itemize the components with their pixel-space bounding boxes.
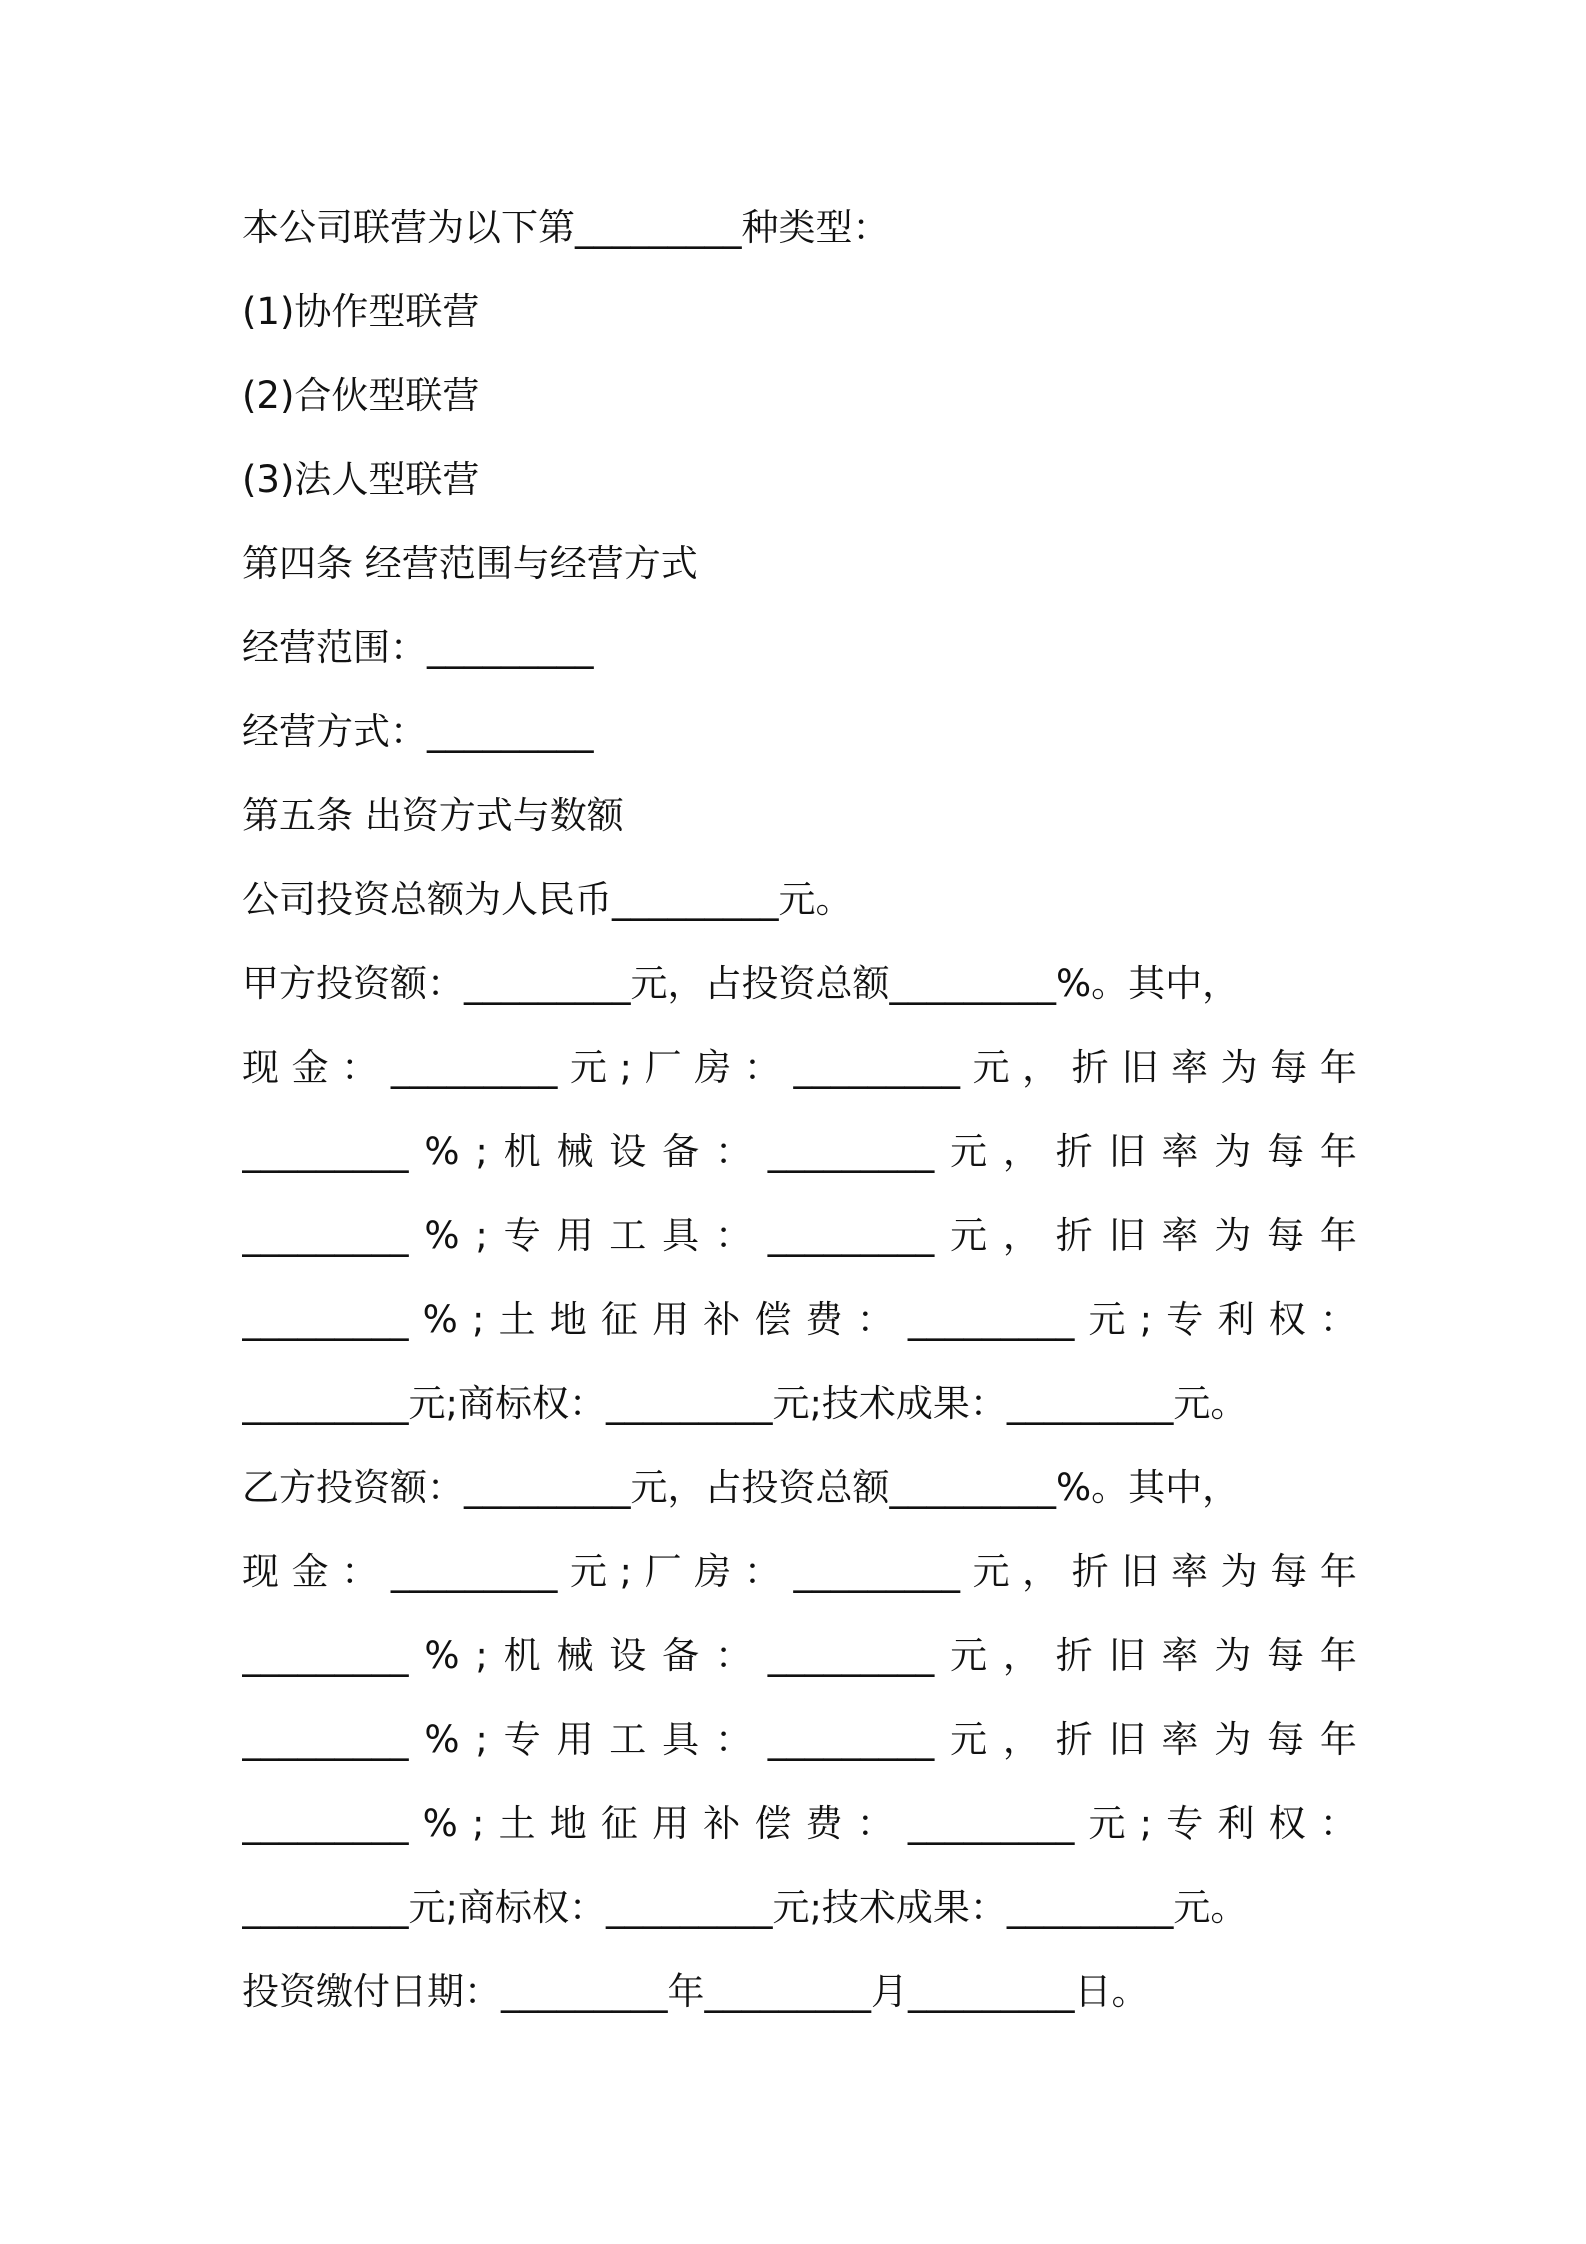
line-token: 旧	[1108, 1718, 1146, 1761]
line-token: 为	[1220, 1550, 1258, 1593]
text-line-party-a-investment: 甲方投资额：_________元，占投资总额_________%。其中，	[242, 962, 1240, 1005]
line-token: 现	[242, 1046, 279, 1089]
line-token: 旧	[1108, 1214, 1146, 1257]
line-token: 率	[1161, 1634, 1199, 1677]
line-token: ：	[341, 1046, 379, 1089]
line-token: %	[424, 1214, 460, 1257]
text-line-option-2: (2)合伙型联营	[242, 374, 480, 417]
line-token: _________	[242, 1718, 409, 1761]
article-4-heading: 第四条 经营范围与经营方式	[242, 542, 698, 585]
line-token: ：	[743, 1046, 781, 1089]
line-token: 征	[600, 1298, 638, 1341]
text-line-party-a-machinery	[242, 1122, 1357, 1182]
line-token: _________	[242, 1802, 409, 1845]
line-token: 权	[1268, 1298, 1306, 1341]
line-token: 率	[1171, 1046, 1208, 1089]
line-token: ：	[714, 1634, 752, 1677]
line-token: 旧	[1121, 1046, 1159, 1089]
line-token: 专	[1166, 1298, 1204, 1341]
line-token: 偿	[754, 1298, 792, 1341]
line-token: ;	[475, 1634, 488, 1677]
line-token: 费	[805, 1802, 843, 1845]
line-token: _________	[242, 1634, 409, 1677]
line-token: ：	[1319, 1802, 1357, 1845]
line-token: ;	[619, 1550, 633, 1593]
line-token: 元	[569, 1550, 607, 1593]
line-token: 备	[662, 1634, 700, 1677]
line-token: 元	[950, 1130, 988, 1173]
line-token: 旧	[1108, 1130, 1146, 1173]
text-line-business-scope: 经营范围：_________	[242, 626, 594, 669]
text-line-party-b-trademark: _________元;商标权：_________元;技术成果：_________元。	[242, 1886, 1248, 1929]
line-token: 械	[556, 1634, 594, 1677]
line-token: 征	[600, 1802, 638, 1845]
line-token: %	[422, 1802, 458, 1845]
line-token: %	[424, 1130, 460, 1173]
line-token: 专	[503, 1718, 541, 1761]
line-token: 设	[609, 1634, 647, 1677]
line-token: _________	[767, 1130, 935, 1173]
text-line-party-a-land	[242, 1290, 1357, 1350]
line-token: 用	[652, 1298, 690, 1341]
line-token: 地	[549, 1298, 587, 1341]
line-token: _________	[793, 1550, 960, 1593]
line-token: %	[424, 1634, 460, 1677]
line-token: _________	[390, 1550, 558, 1593]
line-token: ：	[856, 1298, 894, 1341]
text-line-business-mode: 经营方式：_________	[242, 710, 594, 753]
line-token: ：	[856, 1802, 894, 1845]
line-token: ;	[475, 1130, 488, 1173]
article-5-heading: 第五条 出资方式与数额	[242, 794, 624, 837]
line-token: 厂	[644, 1550, 682, 1593]
line-token: ：	[743, 1550, 781, 1593]
line-token: 率	[1171, 1550, 1208, 1593]
text-line-party-b-machinery	[242, 1626, 1357, 1686]
line-token: 利	[1217, 1298, 1255, 1341]
line-token: 每	[1267, 1634, 1305, 1677]
line-token: _________	[242, 1130, 409, 1173]
line-token: 旧	[1121, 1550, 1159, 1593]
text-line-payment-date: 投资缴付日期：_________年_________月_________日。	[242, 1970, 1149, 2013]
line-token: _________	[242, 1214, 409, 1257]
line-token: 折	[1055, 1214, 1093, 1257]
line-token: 率	[1161, 1718, 1199, 1761]
line-token: ，	[1022, 1046, 1060, 1089]
line-token: 元	[950, 1718, 988, 1761]
line-token: 折	[1055, 1718, 1093, 1761]
line-token: ，	[1002, 1634, 1040, 1677]
line-token: _________	[907, 1298, 1075, 1341]
line-token: 折	[1071, 1046, 1109, 1089]
line-token: _________	[390, 1046, 558, 1089]
line-token: 补	[703, 1298, 741, 1341]
line-token: 备	[662, 1130, 700, 1173]
line-token: 元	[569, 1046, 607, 1089]
line-token: 用	[556, 1718, 594, 1761]
line-token: %	[424, 1718, 460, 1761]
text-line-party-b-tools	[242, 1710, 1357, 1770]
line-token: 土	[498, 1298, 536, 1341]
line-token: 用	[556, 1214, 594, 1257]
line-token: _________	[767, 1718, 935, 1761]
line-token: ;	[471, 1802, 485, 1845]
line-token: 每	[1270, 1046, 1308, 1089]
line-token: _________	[907, 1802, 1075, 1845]
line-token: 地	[549, 1802, 587, 1845]
text-line-party-a-cash	[242, 1038, 1357, 1098]
line-token: 年	[1319, 1130, 1357, 1173]
line-token: _________	[767, 1214, 935, 1257]
line-token: 现	[242, 1550, 279, 1593]
line-token: 为	[1214, 1634, 1252, 1677]
line-token: ;	[619, 1046, 633, 1089]
text-line-party-a-tools	[242, 1206, 1357, 1266]
line-token: ;	[475, 1214, 488, 1257]
line-token: ;	[1139, 1298, 1153, 1341]
line-token: 为	[1214, 1130, 1252, 1173]
line-token: 金	[291, 1550, 329, 1593]
line-token: ，	[1002, 1718, 1040, 1761]
line-token: 年	[1319, 1718, 1357, 1761]
line-token: 每	[1267, 1214, 1305, 1257]
line-token: _________	[767, 1634, 935, 1677]
line-token: 专	[503, 1214, 541, 1257]
line-token: 具	[662, 1718, 700, 1761]
line-token: 年	[1319, 1214, 1357, 1257]
line-token: 每	[1267, 1718, 1305, 1761]
line-token: ：	[341, 1550, 379, 1593]
line-token: ，	[1022, 1550, 1060, 1593]
line-token: 年	[1319, 1550, 1357, 1593]
line-token: 折	[1055, 1634, 1093, 1677]
line-token: 土	[498, 1802, 536, 1845]
line-token: 率	[1161, 1130, 1199, 1173]
line-token: 元	[972, 1046, 1010, 1089]
text-line-party-b-cash	[242, 1542, 1357, 1602]
text-line-total-investment: 公司投资总额为人民币_________元。	[242, 878, 853, 921]
line-token: 机	[503, 1130, 541, 1173]
line-token: 元	[1088, 1802, 1126, 1845]
line-token: 厂	[644, 1046, 682, 1089]
line-token: 折	[1071, 1550, 1109, 1593]
line-token: 元	[972, 1550, 1010, 1593]
line-token: 利	[1217, 1802, 1255, 1845]
text-line-option-1: (1)协作型联营	[242, 290, 480, 333]
text-line-party-b-investment: 乙方投资额：_________元，占投资总额_________%。其中，	[242, 1466, 1240, 1509]
line-token: ，	[1002, 1214, 1040, 1257]
line-token: 用	[652, 1802, 690, 1845]
line-token: 折	[1055, 1130, 1093, 1173]
line-token: ，	[1002, 1130, 1040, 1173]
text-line-party-b-land	[242, 1794, 1357, 1854]
line-token: 为	[1214, 1718, 1252, 1761]
line-token: 为	[1220, 1046, 1258, 1089]
line-token: 元	[1088, 1298, 1126, 1341]
line-token: ：	[1319, 1298, 1357, 1341]
line-token: 房	[694, 1046, 732, 1089]
line-token: ：	[714, 1214, 752, 1257]
line-token: 工	[609, 1718, 647, 1761]
text-line-party-a-trademark: _________元;商标权：_________元;技术成果：_________元。	[242, 1382, 1248, 1425]
line-token: 房	[694, 1550, 732, 1593]
line-token: 偿	[754, 1802, 792, 1845]
line-token: 械	[556, 1130, 594, 1173]
line-token: ;	[471, 1298, 485, 1341]
line-token: 补	[703, 1802, 741, 1845]
line-token: 元	[950, 1214, 988, 1257]
line-token: 年	[1319, 1634, 1357, 1677]
line-token: _________	[242, 1298, 409, 1341]
line-token: 每	[1267, 1130, 1305, 1173]
line-token: 具	[662, 1214, 700, 1257]
line-token: 费	[805, 1298, 843, 1341]
line-token: 为	[1214, 1214, 1252, 1257]
line-token: 机	[503, 1634, 541, 1677]
line-token: 权	[1268, 1802, 1306, 1845]
line-token: 专	[1166, 1802, 1204, 1845]
line-token: _________	[793, 1046, 960, 1089]
text-line-operation-type: 本公司联营为以下第_________种类型：	[242, 206, 890, 249]
text-line-option-3: (3)法人型联营	[242, 458, 480, 501]
line-token: ;	[475, 1718, 488, 1761]
line-token: ：	[714, 1130, 752, 1173]
line-token: 金	[291, 1046, 329, 1089]
line-token: 元	[950, 1634, 988, 1677]
line-token: 年	[1319, 1046, 1357, 1089]
line-token: ;	[1139, 1802, 1153, 1845]
line-token: 设	[609, 1130, 647, 1173]
line-token: 每	[1270, 1550, 1308, 1593]
line-token: 工	[609, 1214, 647, 1257]
line-token: ：	[714, 1718, 752, 1761]
line-token: 旧	[1108, 1634, 1146, 1677]
line-token: %	[422, 1298, 458, 1341]
line-token: 率	[1161, 1214, 1199, 1257]
